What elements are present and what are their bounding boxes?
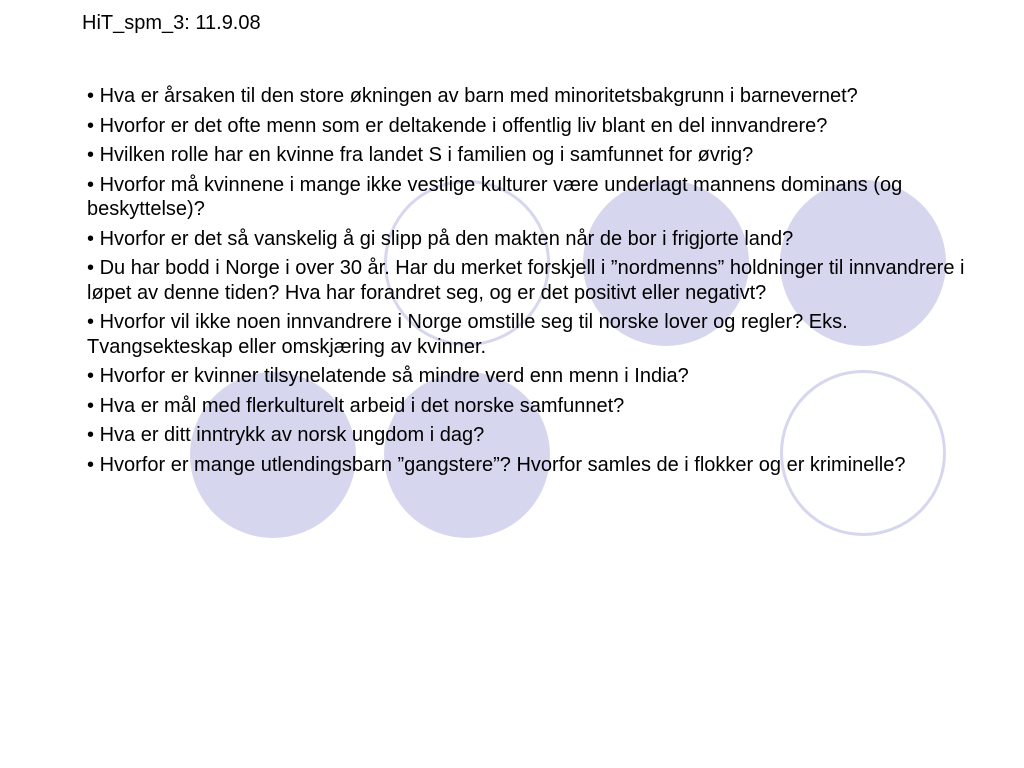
bullet-icon: • <box>87 227 95 250</box>
question-item <box>87 227 992 252</box>
question-text: Du har bodd i Norge i over 30 år. Har du merket forskjell i ”nordmenns” holdninger til innvandrere i løpet av denne tiden? Hva har forandret seg, og er det positivt eller negativt? <box>87 257 965 304</box>
question-text: Hvorfor er kvinner tilsynelatende så mindre verd enn menn i India? <box>99 365 689 387</box>
question-text: Hva er ditt inntrykk av norsk ungdom i dag? <box>99 424 485 446</box>
question-item <box>87 256 992 305</box>
bullet-icon: • <box>87 85 95 107</box>
question-item <box>87 173 992 222</box>
question-item <box>87 423 992 448</box>
bullet-icon: • <box>87 453 95 476</box>
question-text: Hvorfor er det ofte menn som er deltakende i offentlig liv blant en del innvandrere? <box>99 114 828 137</box>
question-text: Hvilken rolle har en kvinne fra landet S i familien og i samfunnet for øvrig? <box>99 144 754 166</box>
bullet-icon: • <box>87 311 95 333</box>
question-item <box>87 453 992 478</box>
bullet-icon: • <box>87 424 95 446</box>
bullet-icon: • <box>87 114 95 137</box>
question-item <box>87 114 992 139</box>
question-item <box>87 394 992 419</box>
question-text: Hvorfor er det så vanskelig å gi slipp på den makten når de bor i frigjorte land? <box>99 227 794 250</box>
question-text: Hvorfor må kvinnene i mange ikke vestlige kulturer være underlagt mannens dominans (og beskyttelse)? <box>87 173 903 220</box>
question-item <box>87 310 992 359</box>
question-item <box>87 143 992 168</box>
question-item <box>87 364 992 389</box>
question-list <box>87 84 992 482</box>
question-text: Hva er mål med flerkulturelt arbeid i det norske samfunnet? <box>99 394 625 417</box>
bullet-icon: • <box>87 173 95 196</box>
bullet-icon: • <box>87 144 95 166</box>
slide-title: HiT_spm_3: 11.9.08 <box>82 12 261 34</box>
question-text: Hva er årsaken til den store økningen av barn med minoritetsbakgrunn i barnevernet? <box>99 85 858 107</box>
bullet-icon: • <box>87 365 95 387</box>
question-text: Hvorfor er mange utlendingsbarn ”gangstere”? Hvorfor samles de i flokker og er kriminelle? <box>99 453 906 476</box>
question-item <box>87 84 992 109</box>
bullet-icon: • <box>87 394 95 417</box>
bullet-icon: • <box>87 257 95 279</box>
question-text: Hvorfor vil ikke noen innvandrere i Norge omstille seg til norske lover og regler? Eks. Tvangsekteskap eller omskjæring av kvinner. <box>87 311 848 358</box>
